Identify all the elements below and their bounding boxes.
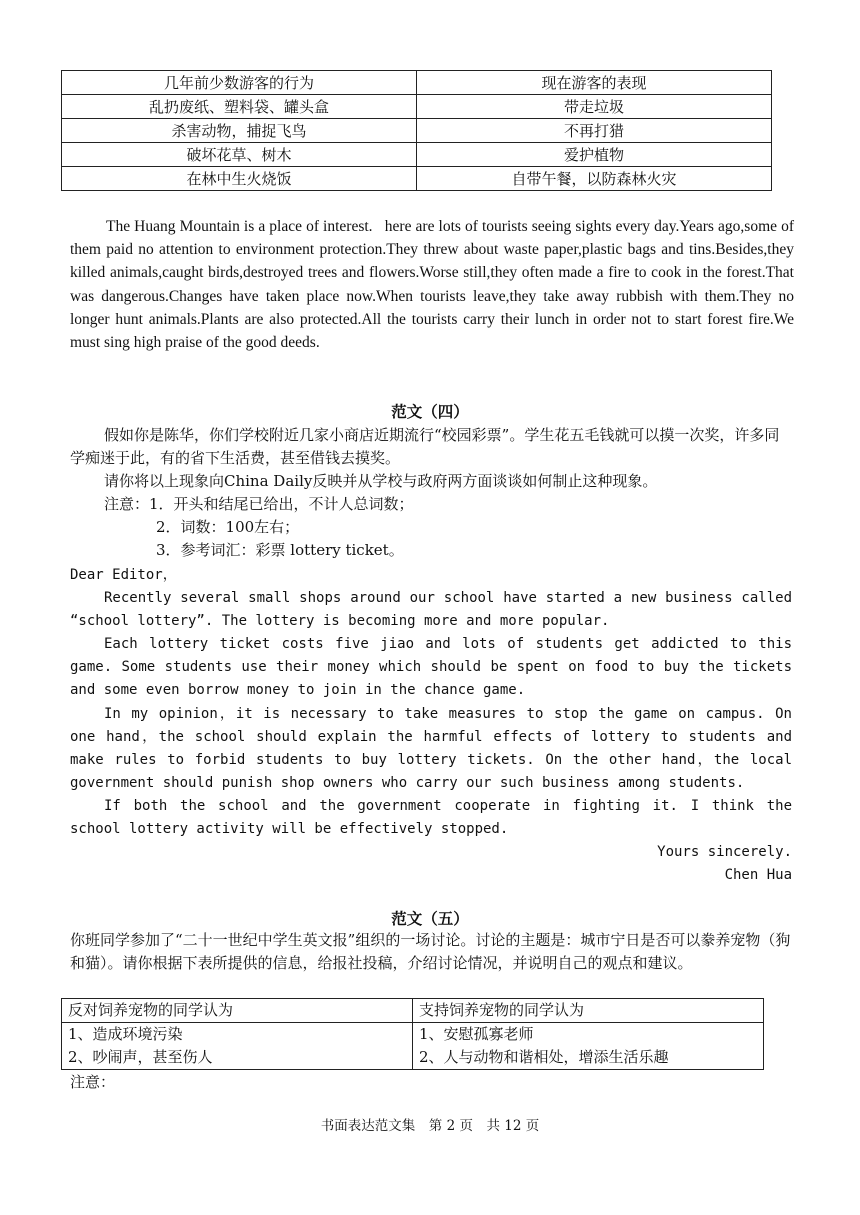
letter-closing: Yours sincerely. [657, 844, 792, 861]
table-row [62, 167, 772, 191]
table-header-cell: 几年前少数游客的行为 [62, 71, 417, 95]
table-header-cell: 支持饲养宠物的同学认为 [413, 999, 764, 1023]
note-item: 2．词数：100左右； [156, 518, 300, 536]
table-cell: 自带午餐，以防森林火灾 [417, 167, 772, 191]
table-header-row [62, 71, 772, 95]
table-row [62, 119, 772, 143]
table-row [62, 1023, 764, 1070]
table-cell: 在林中生火烧饭 [62, 167, 417, 191]
letter-signature: Chen Hua [724, 867, 792, 884]
table-cell: 不再打猎 [417, 119, 772, 143]
table-cell: 1、安慰孤寡老师 2、人与动物和谐相处，增添生活乐趣 [413, 1023, 764, 1070]
letter-salutation: Dear Editor， [70, 567, 177, 583]
letter-paragraph: If both the school and the government cooperate in fighting it. I think the school lottery activity will be effectively stopped. [70, 797, 792, 838]
pet-opinion-table [61, 998, 764, 1070]
table-cell: 乱扔废纸、塑料袋、罐头盒 [62, 95, 417, 119]
section-title: 范文（四） [391, 402, 469, 421]
letter-paragraph: Each lottery ticket costs five jiao and lots of students get addicted to this game. Some students use their money which should be spent on food to buy the tickets and some even borrow money to join in the chance game. [70, 636, 792, 699]
letter-body [70, 564, 792, 887]
table-header-cell: 反对饲养宠物的同学认为 [62, 999, 413, 1023]
prompt-text: 假如你是陈华，你们学校附近几家小商店近期流行“校园彩票”。学生花五毛钱就可以摸一次奖，许多同学痴迷于此，有的省下生活费，甚至借钱去摸奖。 [70, 426, 780, 467]
table-cell: 爱护植物 [417, 143, 772, 167]
letter-paragraph: Recently several small shops around our school have started a new business called “school lottery”. The lottery is becoming more and more popular. [70, 590, 792, 630]
prompt-text: 你班同学参加了“二十一世纪中学生英文报”组织的一场讨论。讨论的主题是：城市宁日是否可以豢养宠物（狗和猫）。请你根据下表所提供的信息，给报社投稿，介绍讨论情况，并说明自己的观点和建议。 [70, 931, 791, 972]
prompt-text: 请你将以上现象向China Daily反映并从学校与政府两方面谈谈如何制止这种现象。 [104, 472, 658, 490]
table-row [62, 143, 772, 167]
note-item: 3．参考词汇：彩票 lottery ticket。 [156, 541, 404, 559]
note-item: 注意：1．开头和结尾已给出，不计人总词数； [104, 495, 414, 513]
table-cell: 带走垃圾 [417, 95, 772, 119]
table-cell: 杀害动物，捕捉飞鸟 [62, 119, 417, 143]
table-header-cell: 现在游客的表现 [417, 71, 772, 95]
essay-paragraph: The Huang Mountain is a place of interest. here are lots of tourists seeing sights every day.Years ago,some of them paid no attention to environment protection.They threw about waste paper,plastic bags and tins.Besides,they killed animals,caught birds,destroyed trees and flowers.Worse still,they often made a fire to cook in the forest.That was dangerous.Changes have taken place now.When tourists leave,they take away rubbish with them.They no longer hunt animals.Plants are also protected.All the tourists carry their lunch in order not to start forest fire.We must sing high praise of the good deeds. [70, 218, 794, 352]
table-cell: 破坏花草、树木 [62, 143, 417, 167]
table-row [62, 95, 772, 119]
note-label: 注意： [70, 1073, 116, 1091]
tourist-behavior-table [61, 70, 772, 191]
table-cell: 1、造成环境污染 2、吵闹声，甚至伤人 [62, 1023, 413, 1070]
letter-paragraph: In my opinion，it is necessary to take measures to stop the game on campus. On one hand，the school should explain the harmful effects of lottery to students and make rules to forbid students to buy lottery tickets. On the other hand，the local government should punish shop owners who carry our such business among students. [70, 705, 792, 791]
section-title: 范文（五） [391, 909, 469, 928]
table-header-row [62, 999, 764, 1023]
page-footer: 书面表达范文集 第 2 页 共 12 页 [320, 1118, 540, 1134]
